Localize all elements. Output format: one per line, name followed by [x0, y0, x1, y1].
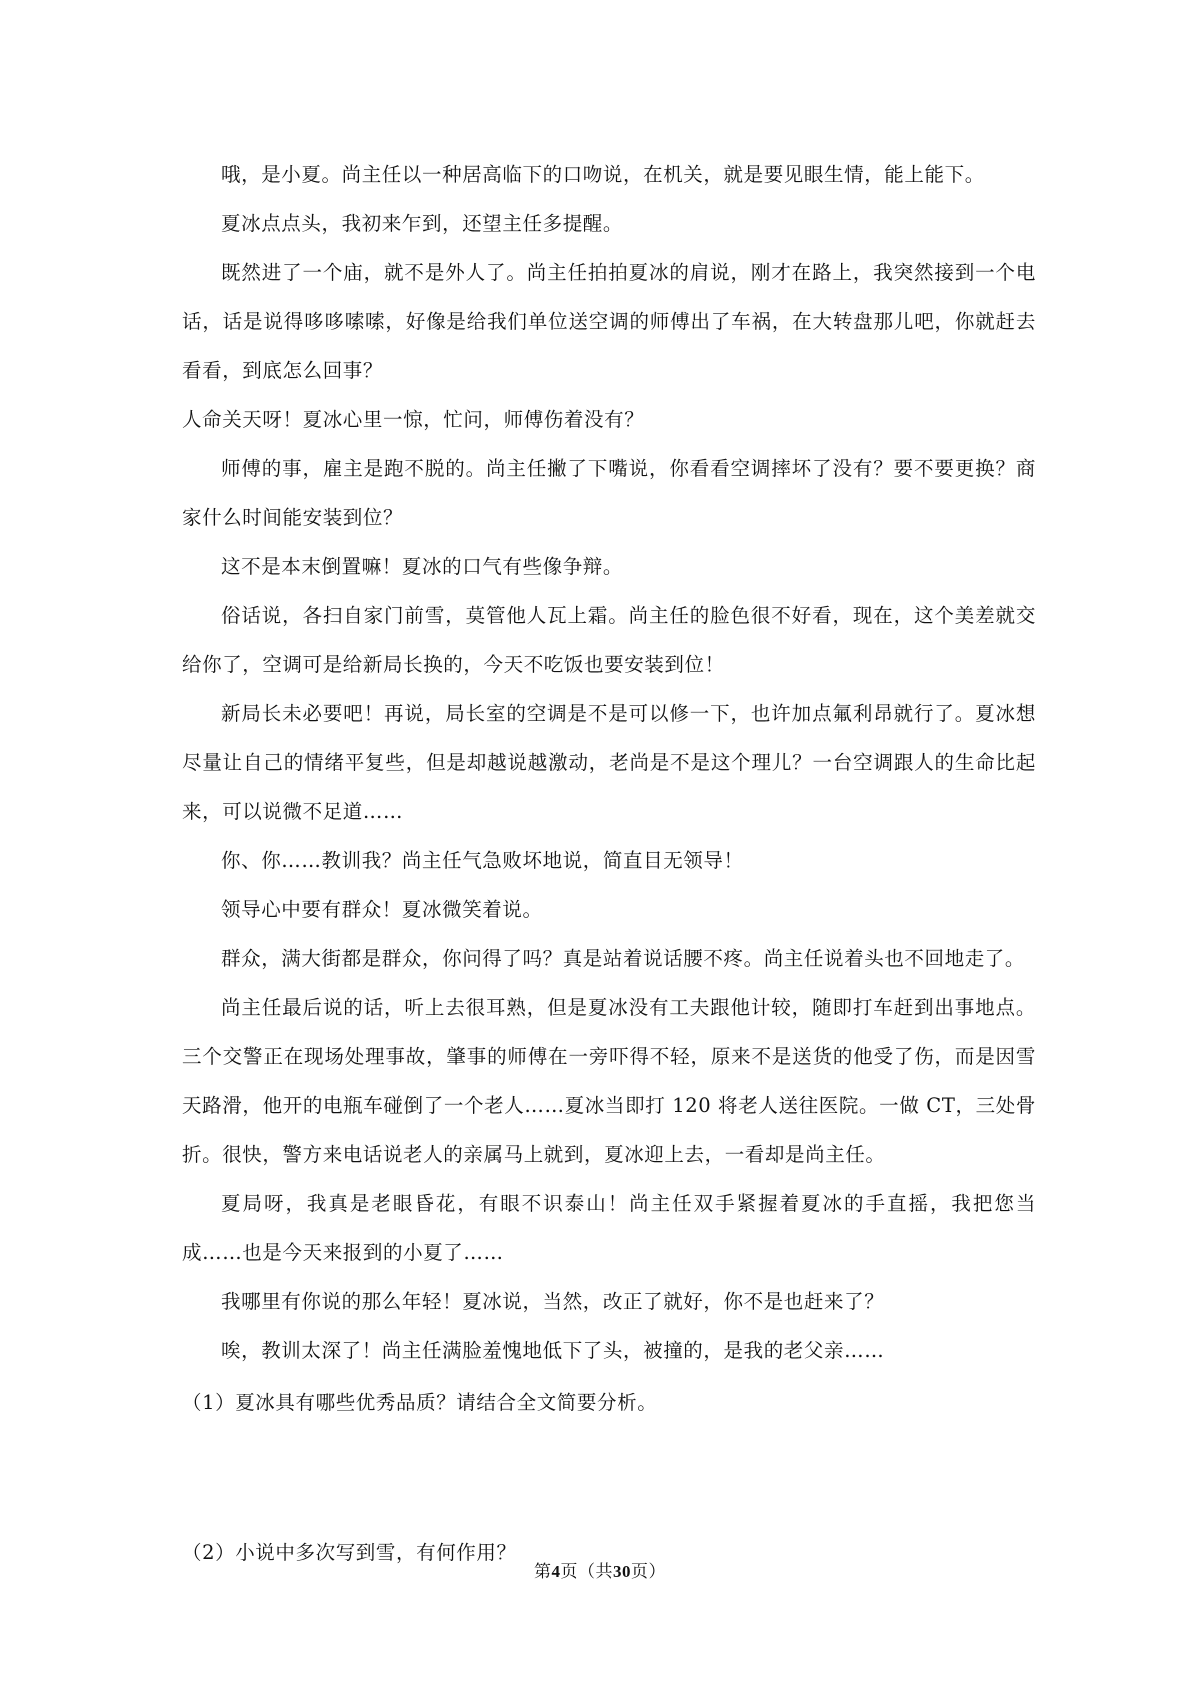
paragraph: 既然进了一个庙，就不是外人了。尚主任拍拍夏冰的肩说，刚才在路上，我突然接到一个电话，话是说得哆哆嗦嗦，好像是给我们单位送空调的师傅出了车祸，在大转盘那儿吧，你就赶去看看，到底怎么回事？ [182, 261, 1036, 382]
paragraph: 人命关天呀！夏冰心里一惊，忙问，师傅伤着没有？ [182, 408, 645, 431]
paragraph: 这不是本末倒置嘛！夏冰的口气有些像争辩。 [221, 555, 624, 578]
paragraph: 群众，满大街都是群众，你问得了吗？真是站着说话腰不疼。尚主任说着头也不回地走了。 [221, 947, 1026, 970]
paragraph: 新局长未必要吧！再说，局长室的空调是不是可以修一下，也许加点氟利昂就行了。夏冰想尽量让自己的情绪平复些，但是却越说越激动，老尚是不是这个理儿？一台空调跟人的生命比起来，可以说微不足道…… [182, 702, 1036, 823]
footer-middle: 页（共 [560, 1562, 613, 1582]
footer-total-pages: 30 [613, 1562, 631, 1581]
footer-page-number: 4 [551, 1562, 561, 1581]
footer-suffix: 页） [631, 1562, 666, 1582]
paragraph: 夏局呀，我真是老眼昏花，有眼不识泰山！尚主任双手紧握着夏冰的手直摇，我把您当成……也是今天来报到的小夏了…… [182, 1192, 1036, 1264]
paragraph: 尚主任最后说的话，听上去很耳熟，但是夏冰没有工夫跟他计较，随即打车赶到出事地点。三个交警正在现场处理事故，肇事的师傅在一旁吓得不轻，原来不是送货的他受了伤，而是因雪天路滑，他开的电瓶车碰倒了一个老人……夏冰当即打 120 将老人送往医院。一做 CT，三处骨折。很快，警方来电话说老人的亲属马上就到，夏冰迎上去，一看却是尚主任。 [182, 996, 1036, 1166]
page-footer [0, 1560, 1200, 1584]
paragraph: 俗话说，各扫自家门前雪，莫管他人瓦上霜。尚主任的脸色很不好看，现在，这个美差就交给你了，空调可是给新局长换的，今天不吃饭也要安装到位！ [182, 604, 1036, 676]
question-1: （1）夏冰具有哪些优秀品质？请结合全文简要分析。 [182, 1391, 658, 1414]
question-2: （2）小说中多次写到雪，有何作用？ [182, 1541, 517, 1564]
paragraph: 哦，是小夏。尚主任以一种居高临下的口吻说，在机关，就是要见眼生情，能上能下。 [221, 163, 985, 186]
paragraph: 唉，教训太深了！尚主任满脸羞愧地低下了头，被撞的，是我的老父亲…… [221, 1339, 885, 1362]
story-text [182, 150, 1036, 1375]
paragraph: 夏冰点点头，我初来乍到，还望主任多提醒。 [221, 212, 624, 235]
paragraph: 师傅的事，雇主是跑不脱的。尚主任撇了下嘴说，你看看空调摔坏了没有？要不要更换？商家什么时间能安装到位？ [182, 457, 1036, 529]
footer-prefix: 第 [534, 1562, 552, 1582]
paragraph: 领导心中要有群众！夏冰微笑着说。 [221, 898, 543, 921]
paragraph: 你、你……教训我？尚主任气急败坏地说，简直目无领导！ [221, 849, 744, 872]
paragraph: 我哪里有你说的那么年轻！夏冰说，当然，改正了就好，你不是也赶来了？ [221, 1290, 885, 1313]
